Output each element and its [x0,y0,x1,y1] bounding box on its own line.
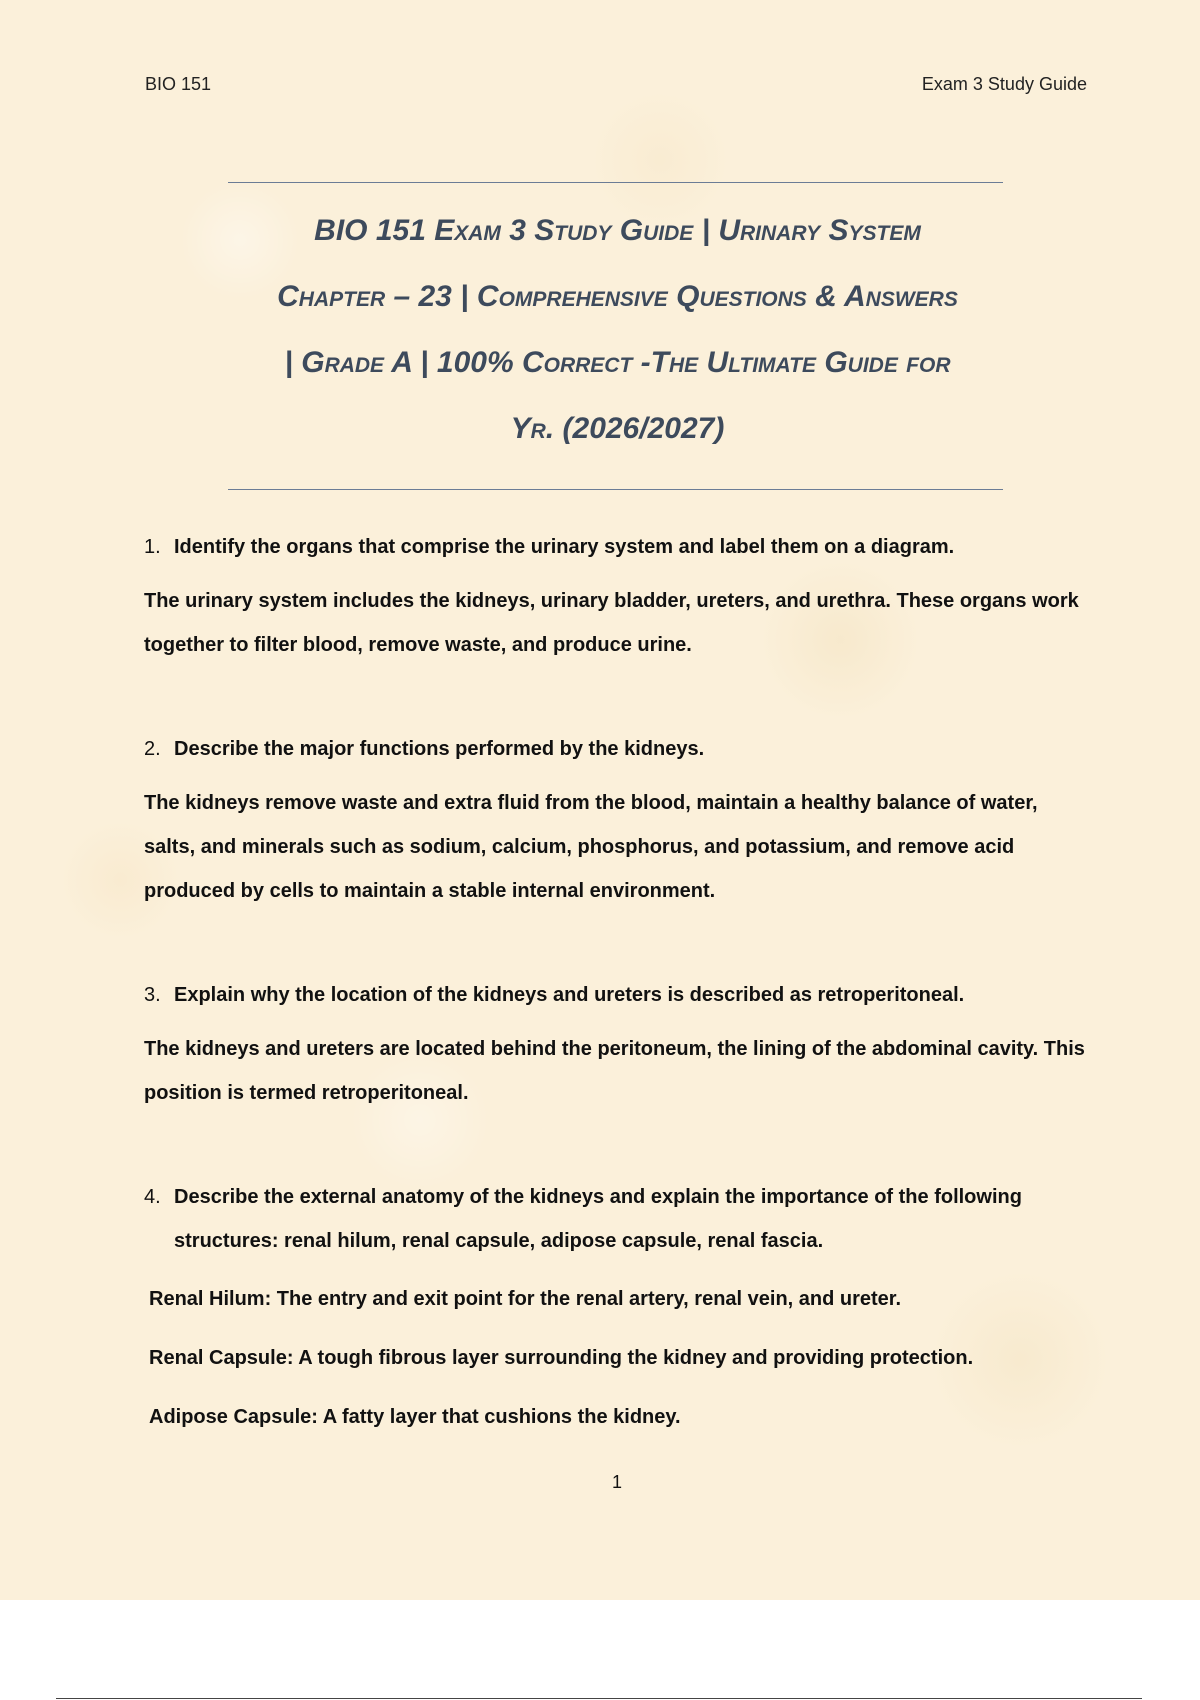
question-text: Describe the external anatomy of the kidneys and explain the importance of the following structures: renal hilum, renal capsule, adipose capsule, renal fascia. [174,1186,1022,1252]
question-3 [144,973,1094,1017]
definition-renal-capsule: Renal Capsule: A tough fibrous layer surrounding the kidney and providing protection. [149,1347,974,1369]
question-text: Describe the major functions performed by the kidneys. [174,738,705,760]
title-top-rule [228,182,1003,183]
question-number: 2. [144,738,161,760]
header-doc-title: Exam 3 Study Guide [921,74,1087,94]
question-4 [144,1175,1094,1263]
title-line-1: BIO 151 Exam 3 Study Guide | Urinary System [314,214,921,247]
question-number: 4. [144,1186,161,1208]
question-1 [144,525,1094,569]
question-text: Identify the organs that comprise the urinary system and label them on a diagram. [174,536,955,558]
answer-2: The kidneys remove waste and extra fluid from the blood, maintain a healthy balance of water, salts, and minerals such as sodium, calcium, phosphorus, and potassium, and remove acid produced by cells to maintain a stable internal environment. [144,792,1038,902]
answer-1: The urinary system includes the kidneys, urinary bladder, ureters, and urethra. These organs work together to filter blood, remove waste, and produce urine. [144,590,1079,656]
question-number: 1. [144,536,161,558]
question-text: Explain why the location of the kidneys and ureters is described as retroperitoneal. [174,984,965,1006]
title-line-3: | Grade A | 100% Correct -The Ultimate Guide for [284,346,951,379]
answer-3: The kidneys and ureters are located behind the peritoneum, the lining of the abdominal cavity. This position is termed retroperitoneal. [144,1038,1085,1104]
page-title [200,198,1035,462]
title-line-2: Chapter – 23 | Comprehensive Questions & Answers [277,280,958,313]
question-number: 3. [144,984,161,1006]
title-line-4: Yr. (2026/2027) [510,412,725,445]
qa-content [144,525,1094,1439]
definition-adipose-capsule: Adipose Capsule: A fatty layer that cushions the kidney. [149,1406,681,1428]
header-course: BIO 151 [145,74,212,94]
page-number: 1 [611,1472,622,1492]
running-header [145,74,1087,95]
next-page-edge-rule [56,1698,1142,1699]
definition-renal-hilum: Renal Hilum: The entry and exit point for the renal artery, renal vein, and ureter. [149,1288,902,1310]
question-2 [144,727,1094,771]
title-bottom-rule [228,489,1003,490]
